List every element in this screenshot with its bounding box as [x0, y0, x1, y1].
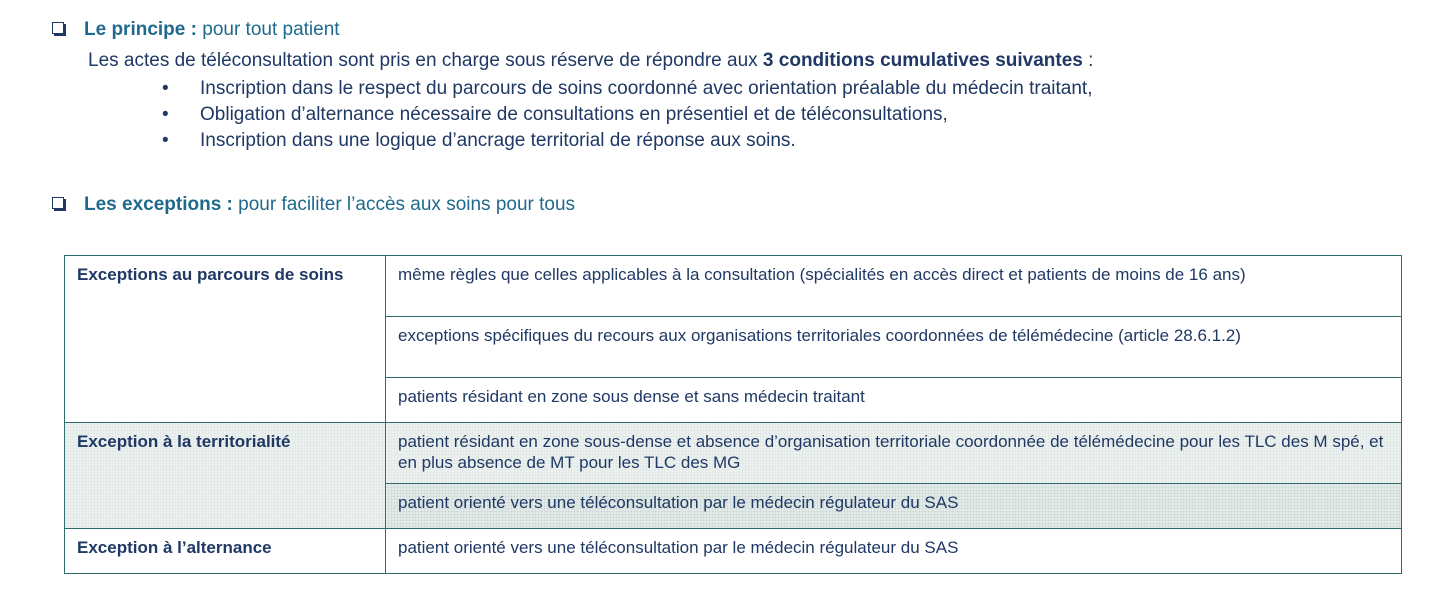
checkbox-bullet-icon — [52, 197, 64, 209]
exceptions-heading — [52, 193, 575, 217]
bullet-icon: • — [162, 78, 169, 99]
group-label-parcours: Exceptions au parcours de soins — [65, 256, 386, 423]
table-cell: patient résidant en zone sous-dense et absence d’organisation territoriale coordonnée de télémédecine pour les TLC des M spé, et en plus absence de MT pour les TLC des MG — [386, 423, 1402, 484]
exceptions-table — [64, 255, 1402, 574]
table-cell: patient orienté vers une téléconsultation par le médecin régulateur du SAS — [386, 484, 1402, 529]
table-row — [65, 256, 1402, 317]
table-cell: même règles que celles applicables à la consultation (spécialités en accès direct et patients de moins de 16 ans) — [386, 256, 1402, 317]
exceptions-subtitle: pour faciliter l’accès aux soins pour tous — [232, 194, 576, 215]
principe-colon: : — [185, 19, 197, 40]
table-cell: patients résidant en zone sous dense et sans médecin traitant — [386, 378, 1402, 423]
list-item-text: Inscription dans le respect du parcours de soins coordonné avec orientation préalable du médecin traitant, — [200, 78, 1093, 99]
principe-subtitle: pour tout patient — [196, 19, 340, 40]
intro-bold-text: 3 conditions cumulatives suivantes — [762, 50, 1083, 71]
exceptions-colon: : — [221, 194, 233, 215]
checkbox-bullet-icon — [52, 22, 64, 34]
intro-text: Les actes de téléconsultation sont pris en charge sous réserve de répondre aux — [88, 50, 763, 71]
principe-heading — [52, 18, 340, 42]
list-item — [162, 102, 1092, 128]
group-label-alternance: Exception à l’alternance — [65, 529, 386, 574]
intro-colon: : — [1082, 50, 1094, 71]
group-label-territorialite: Exception à la territorialité — [65, 423, 386, 529]
table-cell: exceptions spécifiques du recours aux organisations territoriales coordonnées de télémédecine (article 28.6.1.2) — [386, 317, 1402, 378]
table-row — [65, 529, 1402, 574]
principe-intro — [88, 49, 1093, 73]
table-row — [65, 423, 1402, 484]
list-item-text: Obligation d’alternance nécessaire de consultations en présentiel et de téléconsultations, — [200, 104, 948, 125]
exceptions-title: Les exceptions — [84, 194, 222, 215]
conditions-list — [162, 76, 1092, 154]
bullet-icon: • — [162, 104, 169, 125]
table-cell: patient orienté vers une téléconsultation par le médecin régulateur du SAS — [386, 529, 1402, 574]
list-item — [162, 128, 1092, 154]
bullet-icon: • — [162, 130, 169, 151]
list-item — [162, 76, 1092, 102]
list-item-text: Inscription dans une logique d’ancrage territorial de réponse aux soins. — [200, 130, 796, 151]
principe-title: Le principe — [84, 19, 186, 40]
